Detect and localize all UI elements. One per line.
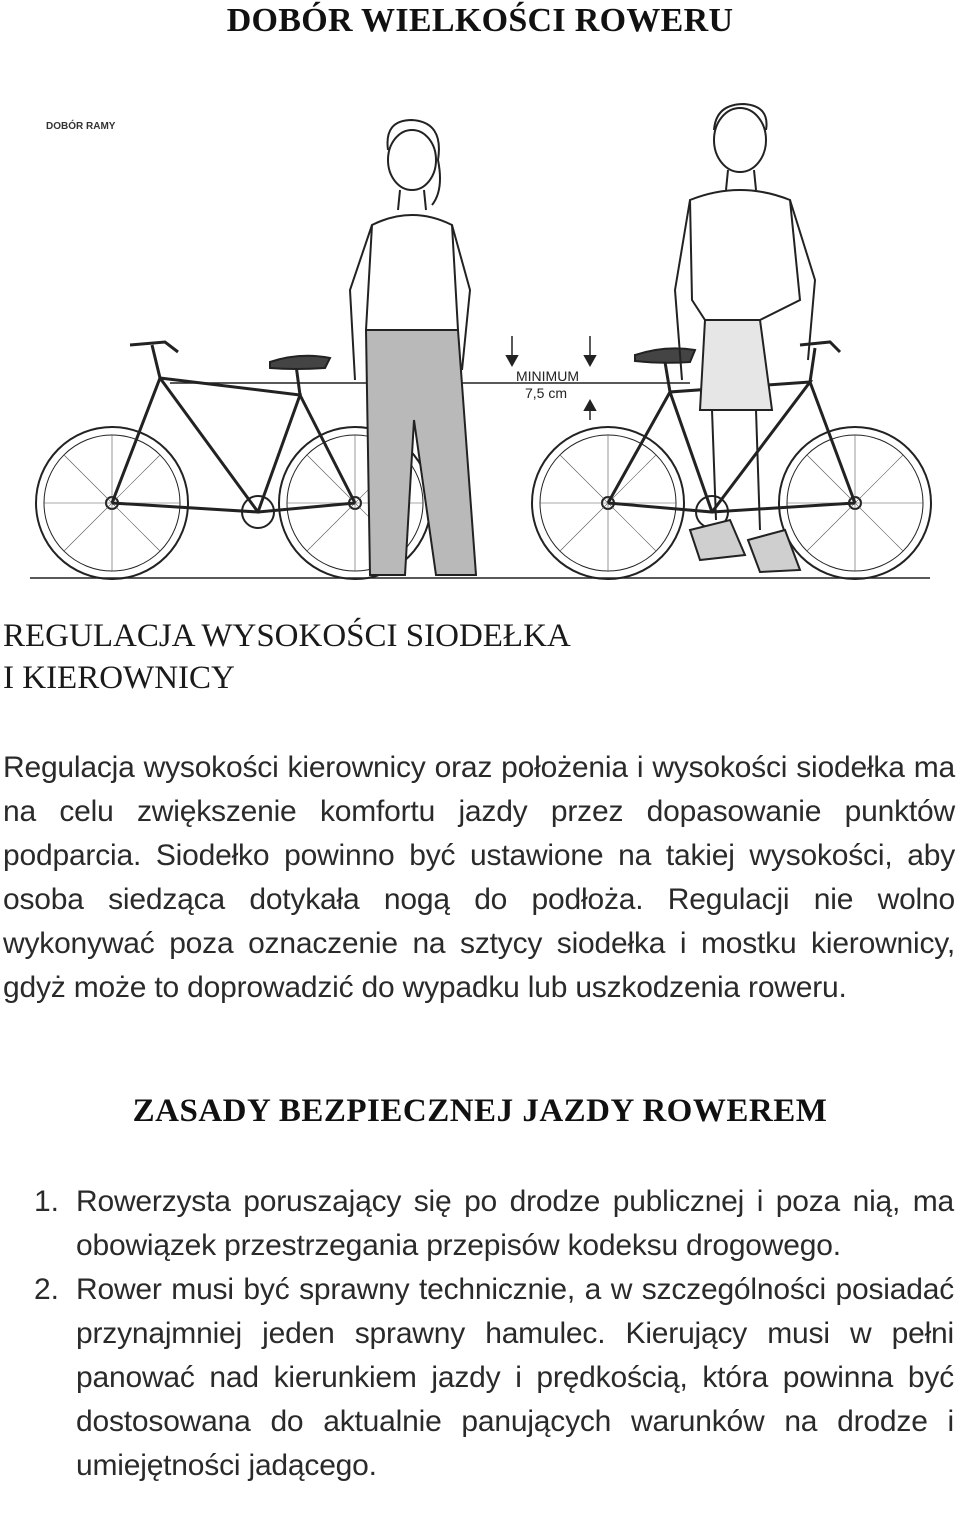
safety-rules-list: [0, 1180, 960, 1488]
standing-woman: [350, 120, 476, 575]
bike-frame-size-illustration: [0, 100, 960, 590]
list-item: [0, 1180, 954, 1268]
safety-rules-heading: ZASADY BEZPIECZNEJ JAZDY ROWEREM: [132, 1093, 828, 1129]
section-heading-line1: REGULACJA WYSOKOŚCI SIODEŁKA: [3, 618, 571, 654]
rule-text: Rower musi być sprawny technicznie, a w szczególności posiadać przynajmniej jeden sprawny hamulec. Kierujący musi w pełni panować nad kierunkiem jazdy i prędkością, która powinna być dostosowana do aktualnie panujących warunków na drodze i umiejętności jadącego.: [76, 1273, 954, 1482]
standing-man: [675, 104, 815, 572]
page-title: DOBÓR WIELKOŚCI ROWERU: [226, 2, 734, 39]
list-item: [0, 1268, 954, 1488]
frame-size-label: DOBÓR RAMY: [46, 121, 116, 132]
section-heading-line2: I KIEROWNICY: [3, 660, 235, 696]
minimum-label: MINIMUM: [516, 368, 579, 384]
rule-text: Rowerzysta poruszający się po drodze publicznej i poza nią, ma obowiązek przestrzegania przepisów kodeksu drogowego.: [76, 1185, 954, 1262]
adjustment-paragraph: Regulacja wysokości kierownicy oraz położenia i wysokości siodełka ma na celu zwiększenie komfortu jazdy przez dopasowanie punktów podparcia. Siodełko powinno być ustawione na takiej wysokości, aby osoba siedząca dotykała nogą do podłoża. Regulacji nie wolno wykonywać poza oznaczenie na sztycy siodełka i mostku kierownicy, gdyż może to doprowadzić do wypadku lub uszkodzenia roweru.: [3, 751, 955, 1004]
clearance-value-label: 7,5 cm: [525, 385, 568, 401]
rule-number: 2.: [34, 1273, 60, 1306]
rule-number: 1.: [34, 1185, 60, 1218]
